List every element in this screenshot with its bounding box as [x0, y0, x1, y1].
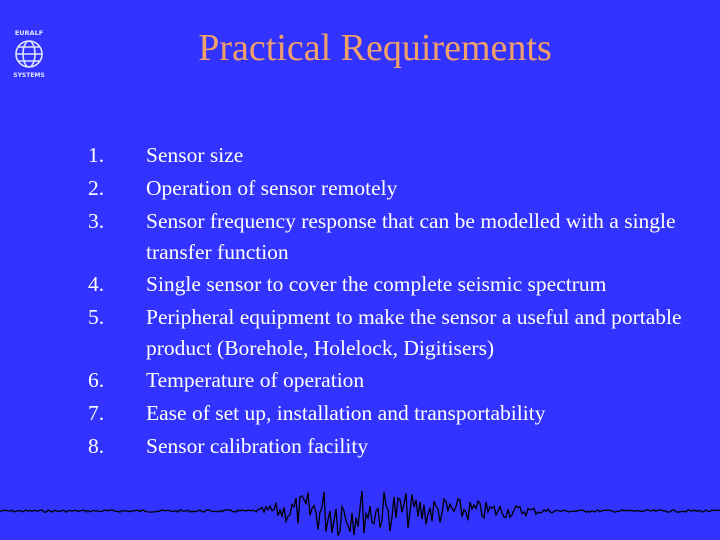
- requirement-item: [88, 301, 708, 364]
- requirement-number: 1.: [88, 143, 105, 167]
- requirement-number: 2.: [88, 176, 105, 200]
- requirement-number: 3.: [88, 209, 105, 233]
- requirement-text: Sensor frequency response that can be modelled with a single transfer function: [146, 209, 676, 264]
- requirement-item: [88, 364, 708, 397]
- requirement-text: Operation of sensor remotely: [146, 176, 398, 200]
- requirement-number: 6.: [88, 368, 105, 392]
- requirement-text: Peripheral equipment to make the sensor a useful and portable product (Borehole, Holelock, Digitisers): [146, 305, 682, 360]
- requirement-text: Temperature of operation: [146, 368, 365, 392]
- requirement-number: 7.: [88, 401, 105, 425]
- requirement-number: 4.: [88, 272, 105, 296]
- requirement-item: [88, 268, 708, 301]
- seismic-trace: [0, 491, 720, 536]
- requirement-item: [88, 397, 708, 430]
- requirement-number: 8.: [88, 434, 105, 458]
- requirement-text: Single sensor to cover the complete seismic spectrum: [146, 272, 607, 296]
- requirement-item: [88, 205, 708, 268]
- requirements-list: [88, 139, 708, 463]
- requirement-item: [88, 172, 708, 205]
- seismic-waveform: [0, 482, 720, 540]
- requirement-item: [88, 139, 708, 172]
- requirement-text: Sensor calibration facility: [146, 434, 369, 458]
- requirement-item: [88, 430, 708, 463]
- requirement-number: 5.: [88, 305, 105, 329]
- slide-title: Practical Requirements: [198, 27, 552, 69]
- logo-top-text: EURALF: [14, 29, 44, 37]
- logo-bottom-text: SYSTEMS: [13, 72, 45, 79]
- requirement-text: Ease of set up, installation and transportability: [146, 401, 546, 425]
- requirement-text: Sensor size: [146, 143, 244, 167]
